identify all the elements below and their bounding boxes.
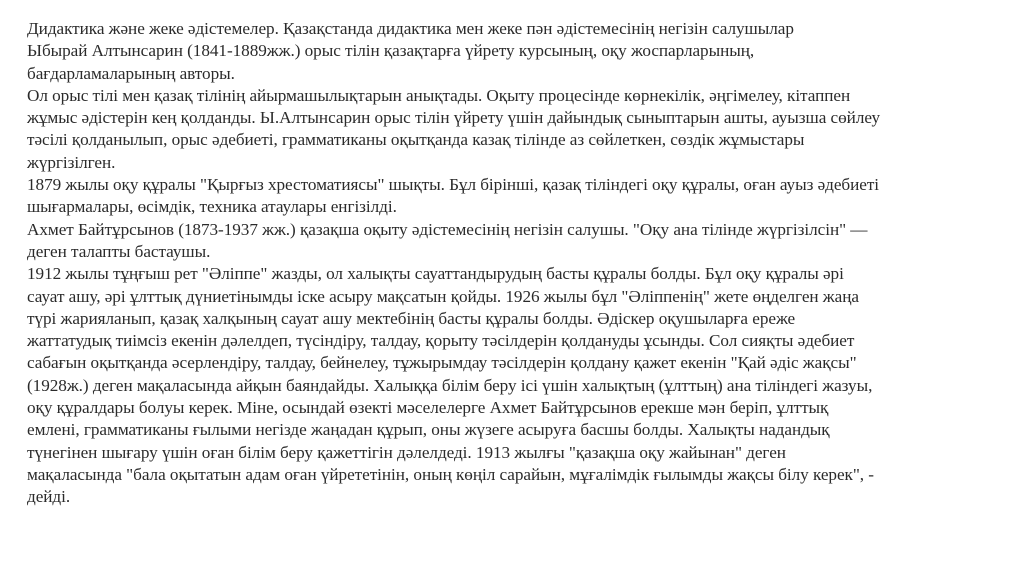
text-line: дейді. bbox=[27, 487, 71, 507]
text-line: түнегінен шығару үшін оған білім беру қажеттігін дәлелдеді. 1913 жылғы "қазақша оқу жайынан" деген bbox=[27, 442, 786, 462]
text-line: сауат ашу, әрі ұлттық дүниетінымды іске асыру мақсатын қойды. 1926 жылы бұл "Әліппенің" жете өңделген жаңа bbox=[27, 286, 859, 306]
text-line: Ыбырай Алтынсарин (1841-1889жж.) орыс тілін қазақтарға үйрету курсының, оқу жоспарларының, bbox=[27, 41, 755, 61]
text-line: шығармалары, өсімдік, техника атаулары енгізілді. bbox=[27, 197, 397, 217]
text-line: жүргізілген. bbox=[27, 152, 116, 172]
text-line: бағдарламаларының авторы. bbox=[27, 63, 235, 83]
text-line: мақаласында "бала оқытатын адам оған үйрететінін, оның көңіл сарайын, мұғалімдік ғылымды жақсы білу керек", - bbox=[27, 464, 874, 484]
text-line: 1879 жылы оқу құралы "Қырғыз хрестоматиясы" шықты. Бұл бірінші, қазақ тіліндегі оқу құралы, оған ауыз әдебиеті bbox=[27, 175, 880, 195]
text-line: тәсілі қолданылып, орыс әдебиеті, грамматиканы оқытқанда казақ тілінде аз сөйлеткен, сөздік жұмыстары bbox=[27, 130, 805, 150]
text-line: (1928ж.) деген мақаласында айқын баяндайды. Халыққа білім беру ісі үшін халықтың (ұлттың) ана тіліндегі жазуы, bbox=[27, 375, 873, 395]
text-line: түрі жарияланып, қазақ халқының сауат ашу мектебінің басты құралы болды. Әдіскер оқушыларға ереже bbox=[27, 308, 796, 328]
text-line: Ол орыс тілі мен қазақ тілінің айырмашылықтарын анықтады. Оқыту процесінде көрнекілік, әңгімелеу, кітаппен bbox=[27, 85, 851, 105]
text-line: жұмыс әдістерін кең қолданды. Ы.Алтынсарин орыс тілін үйрету үшін дайындық сыныптарын ашты, ауызша сөйлеу bbox=[27, 108, 881, 128]
text-line: деген талапты бастаушы. bbox=[27, 241, 211, 261]
text-line: Ахмет Байтұрсынов (1873-1937 жж.) қазақша оқыту әдістемесінің негізін салушы. "Оқу ана тілінде жүргізілсін" — bbox=[27, 219, 868, 239]
text-line: оқу құралдары болуы керек. Міне, осындай өзекті мәселелерге Ахмет Байтұрсынов ерекше мән беріп, ұлттық bbox=[27, 398, 829, 418]
text-line: сабағын оқытқанда әсерлендіру, талдау, бейнелеу, тұжырымдау тәсілдерін қолдану қажет екенін "Қай әдіс жақсы" bbox=[27, 353, 857, 373]
text-line: 1912 жылы тұңғыш рет "Әліппе" жазды, ол халықты сауаттандырудың басты құралы болды. Бұл оқу құралы әрі bbox=[27, 264, 844, 284]
text-line: Дидактика және жеке әдістемелер. Қазақстанда дидактика мен жеке пән әдістемесінің негізін салушылар bbox=[27, 19, 794, 38]
document-body bbox=[27, 18, 1002, 509]
text-line: жаттатудық тиімсіз екенін дәлелдеп, түсіндіру, талдау, қорыту тәсілдерін қолдануды ұсынды. Сол сияқты әдебиет bbox=[27, 331, 855, 351]
text-line: емлені, грамматиканы ғылыми негізде жаңадан құрып, оны жүзеге асыруға басшы болды. Халықты надандық bbox=[27, 420, 830, 440]
